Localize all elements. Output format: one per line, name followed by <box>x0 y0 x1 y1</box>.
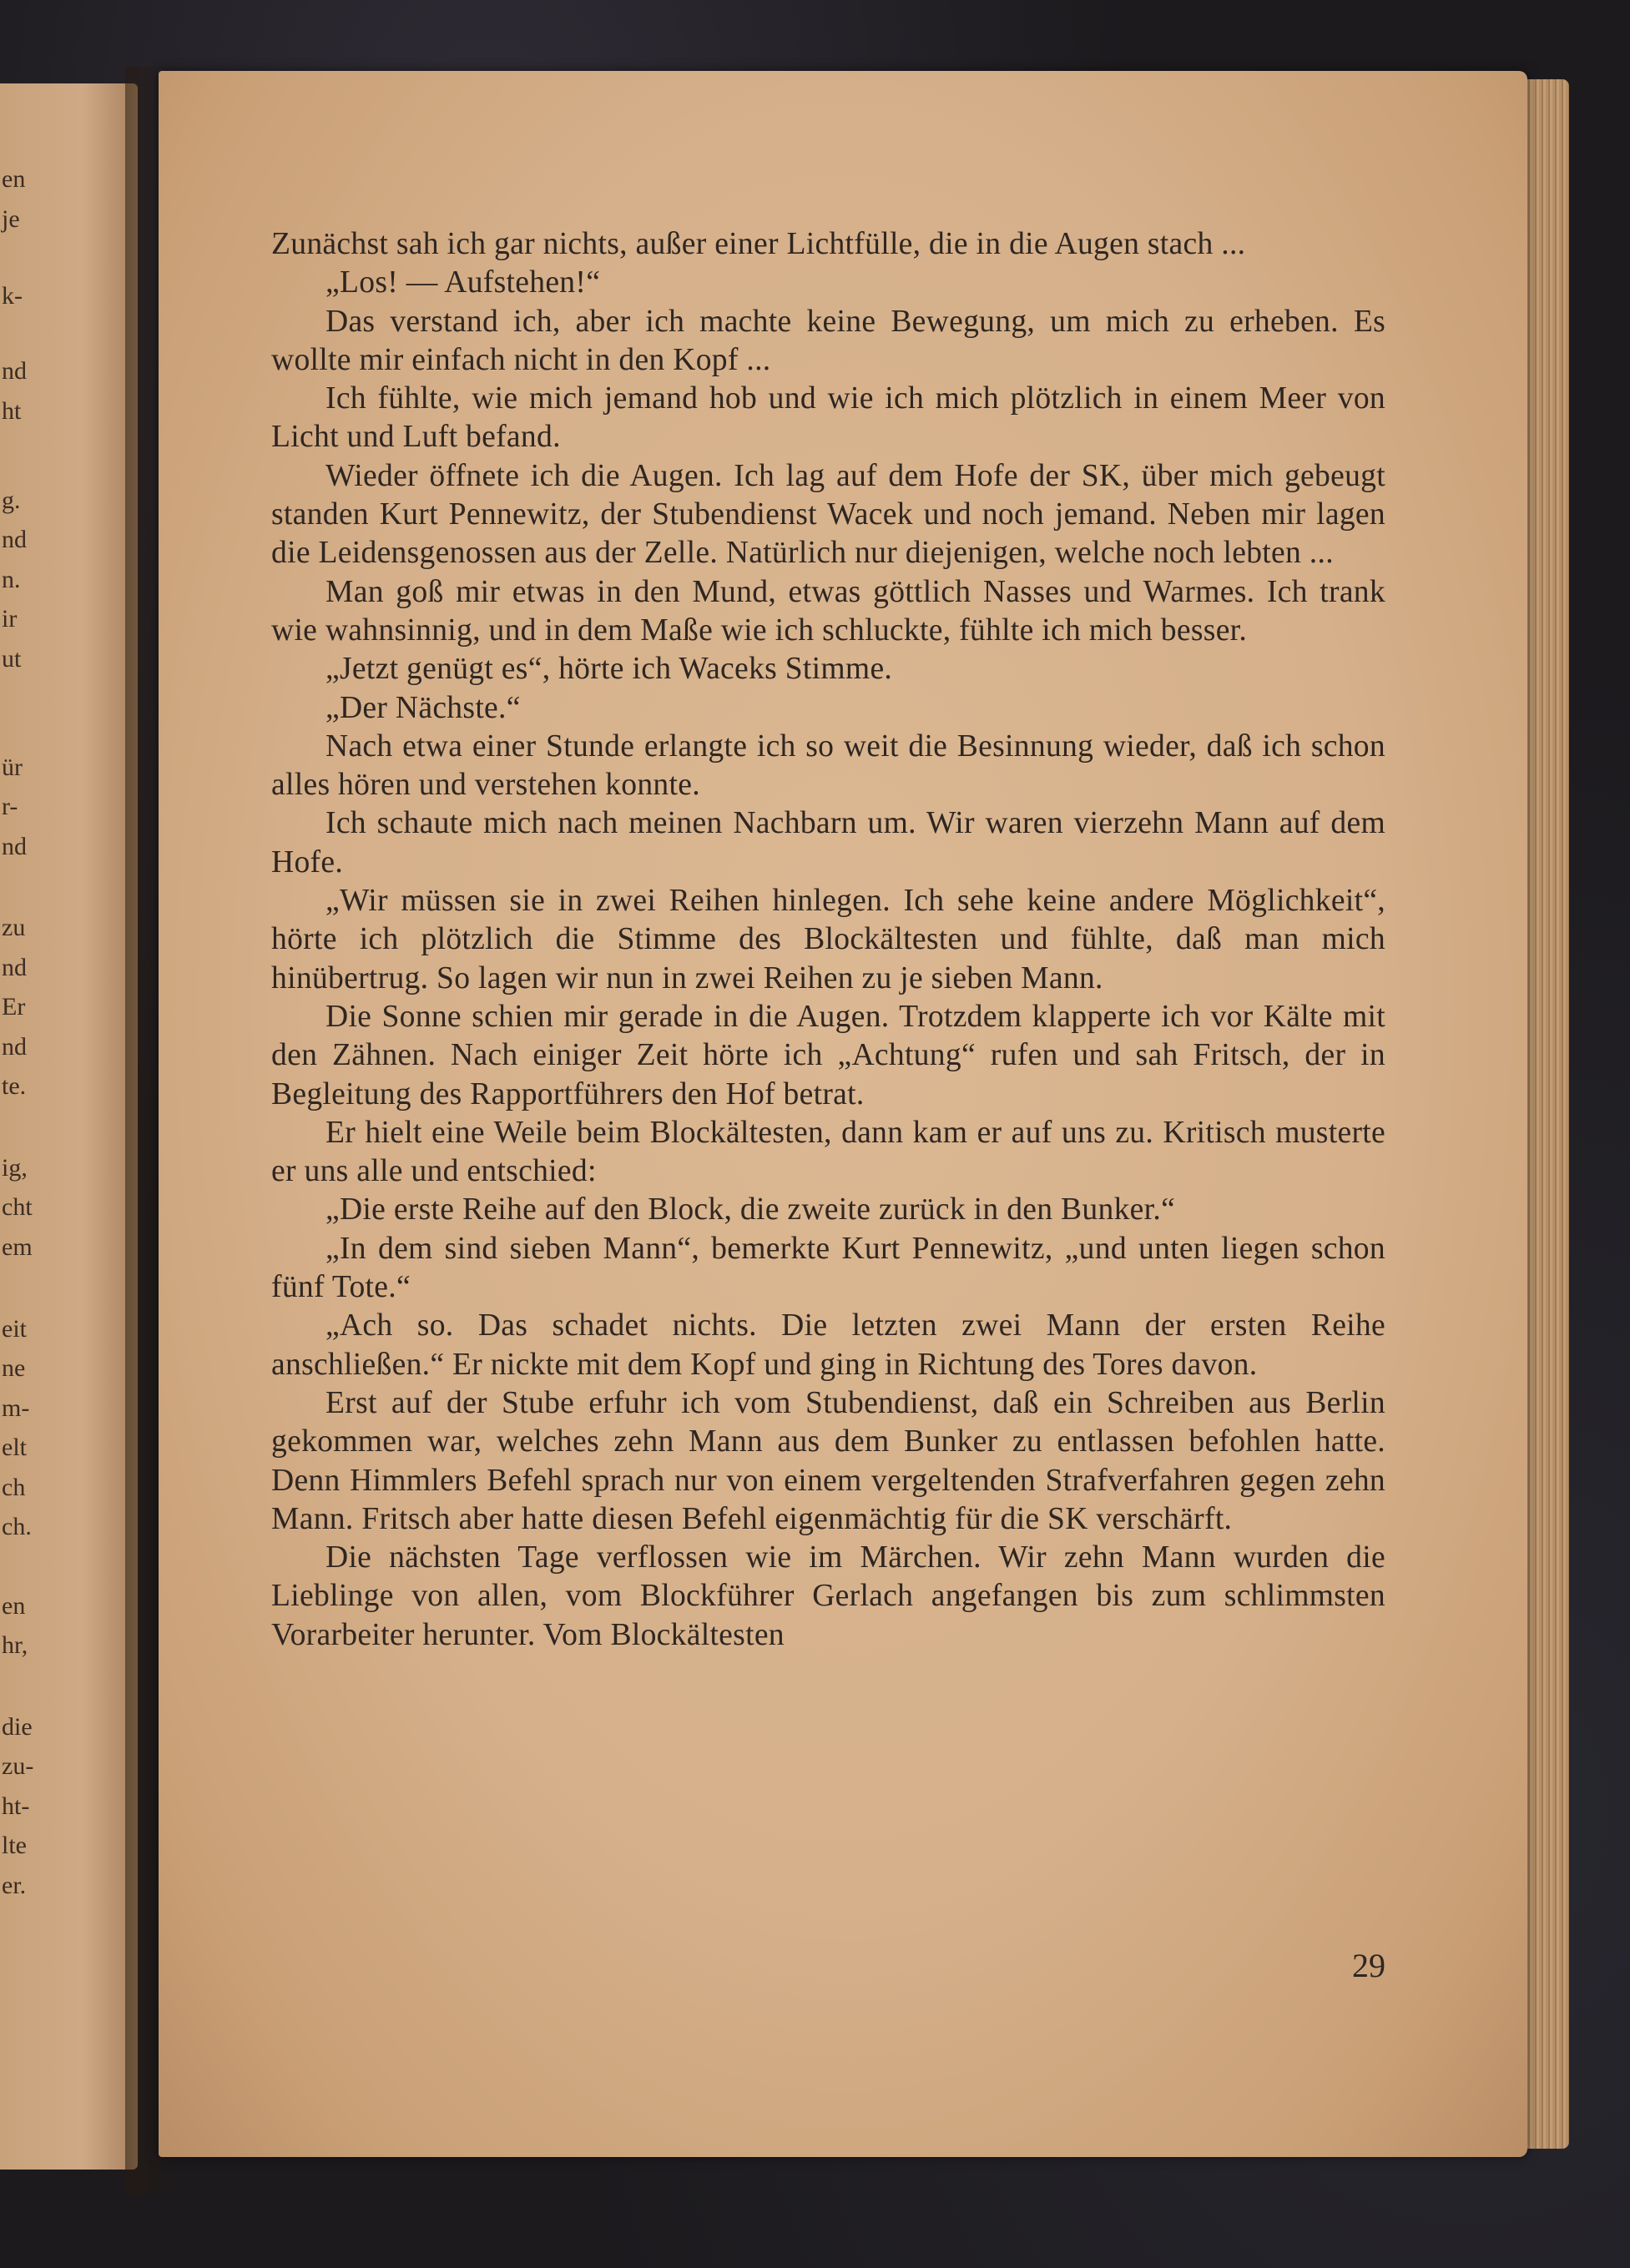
left-page-fragment: lte <box>2 1832 27 1859</box>
paragraph: „Los! — Aufstehen!“ <box>325 265 601 300</box>
left-page-fragment: r- <box>2 793 18 820</box>
paragraph: Nach etwa einer Stunde erlangte ich so weit die Besinnung wieder, daß ich schon alles hören und verstehen konnte. <box>271 728 1385 803</box>
left-page-fragment: ig, <box>2 1154 28 1182</box>
left-page-fragment: n. <box>2 566 21 593</box>
paragraph: „Jetzt genügt es“, hörte ich Waceks Stimme. <box>325 652 893 687</box>
left-page-fragment: eit <box>2 1315 27 1343</box>
left-page-fragment: em <box>2 1233 33 1261</box>
paragraph: Ich schaute mich nach meinen Nachbarn um. Wir waren vierzehn Mann auf dem Hofe. <box>271 806 1385 879</box>
left-page-fragment: zu <box>2 914 26 941</box>
left-page-fragment: ne <box>2 1354 26 1382</box>
left-page-fragment: ch <box>2 1474 26 1501</box>
left-page-fragment: zu- <box>2 1752 34 1780</box>
left-page-fragment: elt <box>2 1434 27 1461</box>
paragraph: Ich fühlte, wie mich jemand hob und wie ich mich plötzlich in einem Meer von Licht und Luft befand. <box>271 381 1385 455</box>
left-page-fragment: te. <box>2 1072 27 1100</box>
paragraph: Wieder öffnete ich die Augen. Ich lag auf dem Hofe der SK, über mich gebeugt standen Kurt Pennewitz, der Stubendienst Wacek und noch jemand. Neben mir lagen die Leidensgenossen aus der Zelle. Natürlich nur diejenigen, welche noch lebten ... <box>271 458 1385 571</box>
left-page-fragment: je <box>2 205 20 233</box>
left-page-fragment: er. <box>2 1872 27 1899</box>
left-page-fragment: nd <box>2 357 27 385</box>
left-page-fragment: ür <box>2 753 23 781</box>
paragraph: Die nächsten Tage verflossen wie im Märchen. Wir zehn Mann wurden die Lieblinge von allen, vom Blockführer Gerlach angefangen bis zum schlimmsten Vorarbeiter herunter. Vom Blockältesten <box>271 1540 1385 1652</box>
paragraph: Man goß mir etwas in den Mund, etwas göttlich Nasses und Warmes. Ich trank wie wahnsinnig, und in dem Maße wie ich schluckte, fühlte ich mich besser. <box>271 574 1385 648</box>
paragraph: Er hielt eine Weile beim Blockältesten, dann kam er auf uns zu. Kritisch musterte er uns alle und entschied: <box>271 1115 1385 1189</box>
left-page-edge <box>0 83 138 2170</box>
left-page-fragment: cht <box>2 1193 33 1221</box>
left-page-fragment: ut <box>2 645 22 673</box>
left-page-fragment: ir <box>2 605 18 633</box>
paragraph: „Die erste Reihe auf den Block, die zweite zurück in den Bunker.“ <box>325 1192 1176 1227</box>
left-page-fragment: die <box>2 1713 33 1741</box>
page-number: 29 <box>1352 1947 1385 1984</box>
page-text <box>271 225 1385 1655</box>
paragraph: Das verstand ich, aber ich machte keine Bewegung, um mich zu erheben. Es wollte mir einfach nicht in den Kopf ... <box>271 304 1385 377</box>
left-page-fragment: en <box>2 165 26 193</box>
left-page-fragment: nd <box>2 1033 27 1061</box>
left-page-fragment: nd <box>2 526 27 553</box>
left-page-fragment: en <box>2 1592 26 1620</box>
left-page-fragment: g. <box>2 486 21 514</box>
paragraph: „In dem sind sieben Mann“, bemerkte Kurt Pennewitz, „und unten liegen schon fünf Tote.“ <box>271 1231 1385 1305</box>
paragraph: „Ach so. Das schadet nichts. Die letzten zwei Mann der ersten Reihe anschließen.“ Er nickte mit dem Kopf und ging in Richtung des Tores davon. <box>271 1308 1385 1382</box>
left-page-fragment: ht <box>2 397 22 425</box>
paragraph: „Wir müssen sie in zwei Reihen hinlegen. Ich sehe keine andere Möglichkeit“, hörte ich plötzlich die Stimme des Blockältesten und fühlte, daß man mich hinübertrug. So lagen wir nun in zwei Reihen zu je sieben Mann. <box>271 884 1385 995</box>
left-page-fragment: k- <box>2 282 23 310</box>
left-page-fragment: nd <box>2 954 27 981</box>
paragraph: Zunächst sah ich gar nichts, außer einer Lichtfülle, die in die Augen stach ... <box>271 227 1246 261</box>
left-page-fragment: hr, <box>2 1631 28 1659</box>
paragraph: Die Sonne schien mir gerade in die Augen. Trotzdem klapperte ich vor Kälte mit den Zähnen. Nach einiger Zeit hörte ich „Achtung“ rufen und sah Fritsch, der in Begleitung des Rapportführers den Hof betrat. <box>271 999 1385 1111</box>
left-page-fragment: Er <box>2 993 26 1021</box>
left-page-fragment: ht- <box>2 1792 30 1820</box>
left-page-fragment: ch. <box>2 1513 32 1540</box>
paragraph: „Der Nächste.“ <box>325 690 521 725</box>
left-page-fragment: m- <box>2 1394 30 1422</box>
left-page-fragment: nd <box>2 833 27 860</box>
paragraph: Erst auf der Stube erfuhr ich vom Stubendienst, daß ein Schreiben aus Berlin gekommen war, welches zehn Mann aus dem Bunker zu entlassen befohlen hatte. Denn Himmlers Befehl sprach nur von einem vergeltenden Strafverfahren gegen zehn Mann. Fritsch aber hatte diesen Befehl eigenmächtig für die SK verschärft. <box>271 1385 1385 1536</box>
